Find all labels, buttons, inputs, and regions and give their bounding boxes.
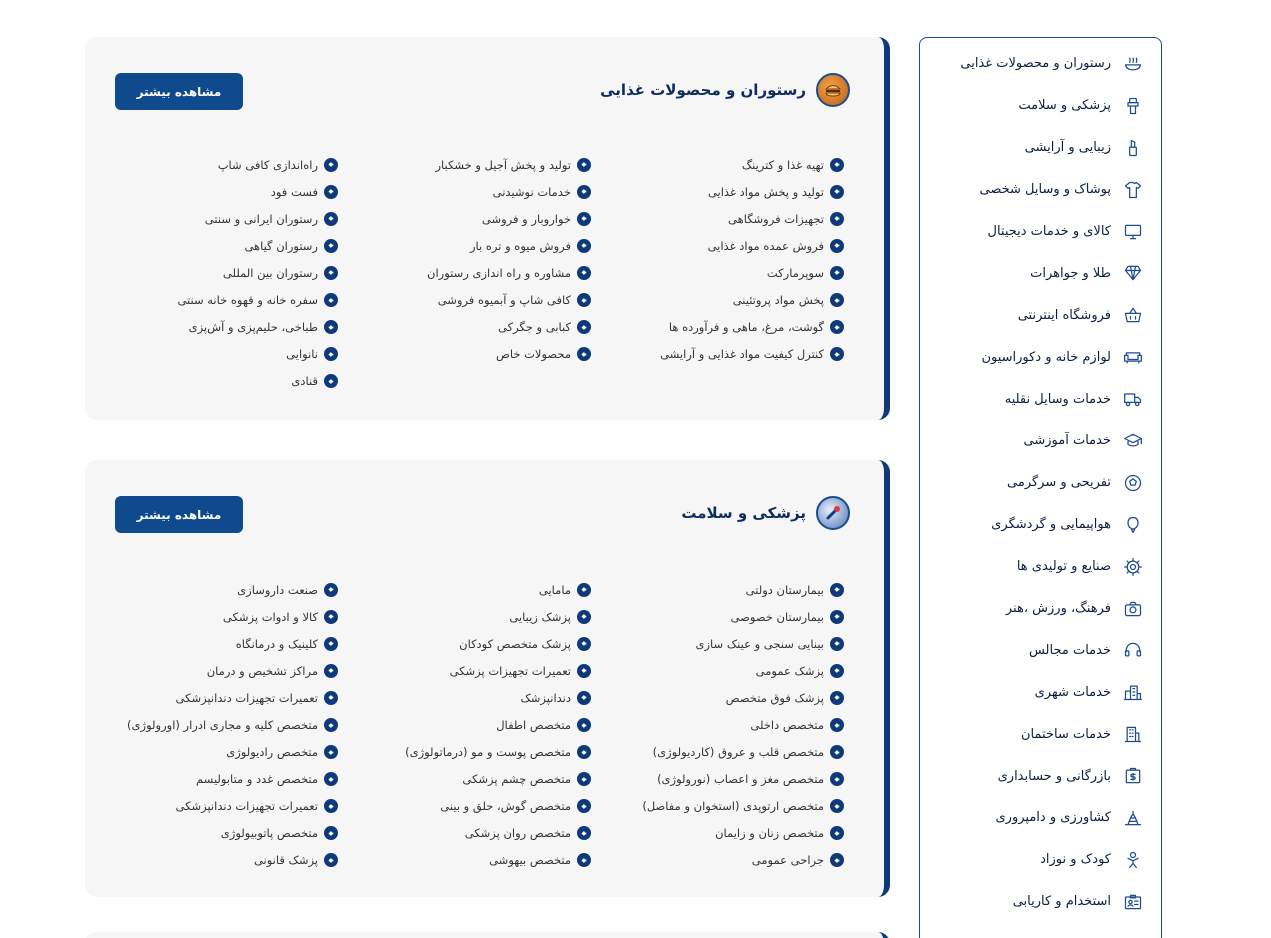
sidebar-item[interactable] [920,504,1161,546]
arrow-left-icon [577,772,591,786]
subcategory-link-label: مراکز تشخیص و درمان [206,663,318,678]
arrow-left-icon [577,691,591,705]
arrow-left-icon [830,772,844,786]
subcategory-link-label: متخصص روان پزشکی [464,826,571,841]
sidebar-item[interactable] [920,378,1161,420]
arrow-left-icon [830,266,844,280]
subcategory-link[interactable] [591,178,844,205]
subcategory-link[interactable] [338,314,591,341]
subcategory-link[interactable] [338,657,591,684]
sidebar-item[interactable] [920,755,1161,797]
subcategory-link[interactable] [85,259,338,286]
sidebar-item-label: لوازم خانه و دکوراسیون [981,349,1111,365]
medical-icon [816,496,850,530]
arrow-left-icon [577,853,591,867]
sidebar-item[interactable] [920,85,1161,127]
arrow-left-icon [830,637,844,651]
subcategory-link-label: تعمیرات تجهیزات پزشکی [449,663,571,678]
city-icon [1121,680,1145,704]
link-column [85,151,338,395]
medical-icon [1121,94,1145,118]
arrow-left-icon [324,583,338,597]
camera-icon [1121,597,1145,621]
balloon-icon [1121,513,1145,537]
subcategory-link[interactable] [591,259,844,286]
food-bowl-icon [1121,52,1145,76]
subcategory-link[interactable] [591,314,844,341]
sidebar-item[interactable] [920,294,1161,336]
subcategory-link[interactable] [85,766,338,793]
arrow-left-icon [324,664,338,678]
see-more-button[interactable]: مشاهده بیشتر [115,496,243,533]
subcategory-link[interactable] [591,603,844,630]
monitor-icon [1121,220,1145,244]
subcategory-link[interactable] [338,151,591,178]
subcategory-link-label: فروش میوه و تره بار [469,238,571,253]
subcategory-link[interactable] [85,739,338,766]
subcategory-link[interactable] [591,576,844,603]
subcategory-link-label: مامایی [538,582,571,597]
farm-icon [1121,806,1145,830]
subcategory-link-label: متخصص داخلی [750,718,824,733]
subcategory-link-label: رستوران ایرانی و سنتی [204,211,318,226]
category-card-medical [85,460,890,897]
sidebar-item[interactable] [920,211,1161,253]
subcategory-link[interactable] [338,603,591,630]
subcategory-link[interactable] [338,286,591,313]
arrow-left-icon [577,347,591,361]
subcategory-link[interactable] [591,711,844,738]
sidebar-item[interactable] [920,169,1161,211]
sidebar-item[interactable] [920,839,1161,881]
subcategory-link[interactable] [591,820,844,847]
subcategory-link-label: مشاوره و راه اندازی رستوران [427,265,571,280]
sidebar-item-label: فرهنگ، ورزش ،هنر [1005,601,1111,617]
subcategory-link-label: کنترل کیفیت مواد غذایی و آرایشی [660,347,824,362]
sidebar-item-label: کشاورزی و دامپروری [995,810,1111,826]
burger-icon [816,73,850,107]
arrow-left-icon [577,293,591,307]
subcategory-link-label: متخصص غدد و متابولیسم [196,772,318,787]
subcategory-link-label: رستوران گیاهی [244,238,318,253]
subcategory-link[interactable] [591,205,844,232]
arrow-left-icon [324,772,338,786]
id-card-icon [1121,890,1145,914]
money-icon [1121,764,1145,788]
sidebar-item-label: خدمات وسایل نقلیه [1004,391,1111,407]
sofa-icon [1121,345,1145,369]
subcategory-link-label: کافی شاپ و آبمیوه فروشی [437,293,571,308]
sidebar-item-label: کودک و نوزاد [1040,852,1111,868]
subcategory-link-label: فروش عمده مواد غذایی [707,238,824,253]
subcategory-link[interactable] [85,341,338,368]
sidebar-item-label: زیبایی و آرایشی [1024,140,1111,156]
subcategory-link-label: پزشک زیبایی [509,609,571,624]
subcategory-link-label: محصولات خاص [495,347,571,362]
arrow-left-icon [830,158,844,172]
arrow-left-icon [577,158,591,172]
subcategory-link[interactable] [85,793,338,820]
sidebar-item-label: کالای و خدمات دیجیتال [987,224,1111,239]
sidebar-item-label: پزشکی و سلامت [1018,98,1111,114]
subcategory-link-label: متخصص کلیه و مجاری ادرار (اورولوژی) [127,718,318,733]
headset-icon [1121,638,1145,662]
arrow-left-icon [324,374,338,388]
arrow-left-icon [577,239,591,253]
subcategory-link[interactable] [591,766,844,793]
subcategory-link[interactable] [338,178,591,205]
subcategory-link-label: بینایی سنجی و عینک سازی [695,636,824,651]
sidebar-item-label: خدمات ساختمان [1021,726,1111,742]
subcategory-link-label: قنادی [291,374,318,389]
arrow-left-icon [324,293,338,307]
arrow-left-icon [577,664,591,678]
soccer-ball-icon [1121,471,1145,495]
subcategory-link-label: متخصص گوش، حلق و بینی [440,799,571,814]
arrow-left-icon [830,347,844,361]
arrow-left-icon [830,212,844,226]
sidebar-item-label: بازرگانی و حسابداری [997,768,1111,784]
subcategory-link[interactable] [591,341,844,368]
gear-icon [1121,555,1145,579]
arrow-left-icon [577,185,591,199]
category-card-next [85,932,890,938]
subcategory-link[interactable] [85,847,338,874]
subcategory-link-label: سوپرمارکت [766,265,824,280]
subcategory-link[interactable] [338,630,591,657]
arrow-left-icon [830,610,844,624]
sidebar-item[interactable] [920,713,1161,755]
arrow-left-icon [324,158,338,172]
subcategory-link[interactable] [85,820,338,847]
subcategory-link[interactable] [591,232,844,259]
arrow-left-icon [577,610,591,624]
category-card-food [85,37,890,420]
arrow-left-icon [577,799,591,813]
arrow-left-icon [324,212,338,226]
subcategory-link[interactable] [338,232,591,259]
subcategory-link[interactable] [591,793,844,820]
subcategory-link[interactable] [85,630,338,657]
arrow-left-icon [324,239,338,253]
subcategory-link-label: پزشک فوق متخصص [725,690,824,705]
sidebar-item[interactable] [920,420,1161,462]
arrow-left-icon [830,583,844,597]
tshirt-icon [1121,178,1145,202]
basket-icon [1121,303,1145,327]
subcategory-link[interactable] [338,205,591,232]
arrow-left-icon [324,853,338,867]
link-columns [85,576,844,874]
subcategory-link-label: متخصص قلب و عروق (کاردیولوژی) [652,745,824,760]
lipstick-icon [1121,136,1145,160]
arrow-left-icon [577,718,591,732]
arrow-left-icon [324,320,338,334]
arrow-left-icon [577,320,591,334]
subcategory-link[interactable] [85,711,338,738]
sidebar-item[interactable] [920,462,1161,504]
truck-icon [1121,387,1145,411]
link-column [338,151,591,395]
subcategory-link[interactable] [85,684,338,711]
subcategory-link-label: متخصص پاتوبیولوژی [220,826,318,841]
sidebar-item[interactable] [920,336,1161,378]
subcategory-link-label: کلینیک و درمانگاه [235,636,318,651]
subcategory-link-label: دندانپزشک [520,690,571,705]
sidebar-item[interactable] [920,252,1161,294]
subcategory-link-label: جراحی عمومی [751,853,824,868]
arrow-left-icon [324,347,338,361]
subcategory-link-label: بیمارستان دولتی [745,582,824,597]
subcategory-link[interactable] [85,232,338,259]
arrow-left-icon [324,718,338,732]
subcategory-link-label: خواروبار و فروشی [481,211,571,226]
arrow-left-icon [324,266,338,280]
link-column [591,151,844,395]
arrow-left-icon [830,853,844,867]
arrow-left-icon [830,745,844,759]
subcategory-link-label: گوشت، مرغ، ماهی و فرآورده ها [668,320,824,335]
arrow-left-icon [830,718,844,732]
subcategory-link[interactable] [591,151,844,178]
sidebar-item[interactable] [920,43,1161,85]
sidebar-item[interactable] [920,797,1161,839]
subcategory-link-label: صنعت داروسازی [237,582,318,597]
arrow-left-icon [324,610,338,624]
link-column [338,576,591,874]
diamond-icon [1121,261,1145,285]
sidebar-item-label: هواپیمایی و گردشگری [991,517,1111,533]
sidebar-item[interactable] [920,671,1161,713]
sidebar-item[interactable] [920,881,1161,923]
subcategory-link-label: پزشک متخصص کودکان [459,636,571,651]
subcategory-link-label: پزشک عمومی [755,663,824,678]
subcategory-link[interactable] [85,205,338,232]
sidebar-item-label: رستوران و محصولات غذایی [960,56,1111,72]
subcategory-link-label: سفره خانه و قهوه خانه سنتی [177,293,318,308]
subcategory-link[interactable] [591,739,844,766]
subcategory-link[interactable] [85,286,338,313]
sidebar-item-label: پوشاک و وسایل شخصی [979,182,1111,198]
subcategory-link-label: نانوایی [286,347,318,362]
subcategory-link[interactable] [591,630,844,657]
arrow-left-icon [324,799,338,813]
subcategory-link-label: راه‌اندازی کافی شاپ [217,157,318,172]
sidebar-item[interactable] [920,127,1161,169]
subcategory-link[interactable] [591,684,844,711]
subcategory-link-label: متخصص پوست و مو (درماتولوژی) [405,745,571,760]
card-header [681,496,850,530]
sidebar-item-label: خدمات آموزشی [1023,433,1111,449]
sidebar-item[interactable] [920,588,1161,630]
subcategory-link-label: تجهیزات فروشگاهی [728,211,824,226]
subcategory-link[interactable] [338,259,591,286]
subcategory-link[interactable] [338,847,591,874]
sidebar-item-label: خدمات شهری [1034,684,1111,700]
subcategory-link-label: خدمات نوشیدنی [492,184,571,199]
sidebar-item-label: فروشگاه اینترنتی [1017,307,1111,323]
arrow-left-icon [324,185,338,199]
subcategory-link[interactable] [338,684,591,711]
card-title: پزشکی و سلامت [681,504,806,522]
subcategory-link-label: تولید و پخش مواد غذایی [707,184,824,199]
subcategory-link-label: طباخی، حلیم‌پزی و آش‌پزی [188,320,318,335]
subcategory-link-label: متخصص اطفال [496,718,571,733]
subcategory-link-label: تعمیرات تجهیزات دندانپزشکی [175,799,318,814]
arrow-left-icon [577,637,591,651]
arrow-left-icon [577,583,591,597]
arrow-left-icon [830,826,844,840]
subcategory-link-label: تعمیرات تجهیزات دندانپزشکی [175,690,318,705]
subcategory-link-label: متخصص رادیولوژی [226,745,318,760]
arrow-left-icon [830,239,844,253]
card-title: رستوران و محصولات غذایی [600,81,806,99]
arrow-left-icon [830,320,844,334]
subcategory-link-label: تهیه غذا و کترینگ [741,157,824,172]
subcategory-link[interactable] [85,178,338,205]
subcategory-link[interactable] [85,603,338,630]
arrow-left-icon [324,637,338,651]
arrow-left-icon [830,185,844,199]
subcategory-link-label: کبابی و جگرکی [498,320,571,335]
subcategory-link[interactable] [338,341,591,368]
subcategory-link[interactable] [591,847,844,874]
link-columns [85,151,844,395]
arrow-left-icon [830,664,844,678]
sidebar-item[interactable] [920,629,1161,671]
sidebar-item-label: خدمات مجالس [1028,642,1111,658]
arrow-left-icon [324,745,338,759]
arrow-left-icon [324,826,338,840]
subcategory-link-label: متخصص ارتوپدی (استخوان و مفاصل) [642,799,824,814]
subcategory-link-label: پخش مواد پروتئینی [732,293,824,308]
arrow-left-icon [830,691,844,705]
category-sidebar [919,37,1162,938]
link-column [591,576,844,874]
arrow-left-icon [324,691,338,705]
sidebar-item[interactable] [920,546,1161,588]
subcategory-link[interactable] [338,576,591,603]
subcategory-link[interactable] [85,368,338,395]
subcategory-link[interactable] [591,286,844,313]
arrow-left-icon [577,745,591,759]
subcategory-link[interactable] [85,657,338,684]
sidebar-item-label: تفریحی و سرگرمی [1007,475,1111,491]
arrow-left-icon [577,826,591,840]
subcategory-link-label: متخصص بیهوشی [489,853,571,868]
subcategory-link[interactable] [338,739,591,766]
graduation-cap-icon [1121,429,1145,453]
baby-icon [1121,848,1145,872]
subcategory-link-label: تولید و پخش آجیل و خشکبار [435,157,571,172]
subcategory-link-label: متخصص چشم پزشکی [462,772,571,787]
subcategory-link-label: رستوران بین المللی [222,265,318,280]
arrow-left-icon [577,266,591,280]
arrow-left-icon [830,799,844,813]
subcategory-link-label: بیمارستان خصوصی [730,609,824,624]
subcategory-link-label: متخصص مغز و اعصاب (نورولوژی) [657,772,824,787]
subcategory-link[interactable] [85,314,338,341]
subcategory-link-label: کالا و ادوات پزشکی [222,609,318,624]
subcategory-link[interactable] [338,820,591,847]
sidebar-item-label: طلا و جواهرات [1030,265,1111,281]
sidebar-item-label: صنایع و تولیدی ها [1016,559,1111,575]
subcategory-link[interactable] [338,793,591,820]
card-header [600,73,850,107]
subcategory-link-label: پزشک قانونی [253,853,318,868]
building-icon [1121,722,1145,746]
subcategory-link[interactable] [338,711,591,738]
link-column [85,576,338,874]
arrow-left-icon [577,212,591,226]
sidebar-item-label: استخدام و کاریابی [1012,894,1111,910]
see-more-button[interactable]: مشاهده بیشتر [115,73,243,110]
subcategory-link[interactable] [338,766,591,793]
subcategory-link[interactable] [85,151,338,178]
subcategory-link[interactable] [85,576,338,603]
subcategory-link-label: فست فود [270,184,318,199]
subcategory-link-label: متخصص زنان و زایمان [715,826,824,841]
arrow-left-icon [830,293,844,307]
subcategory-link[interactable] [591,657,844,684]
